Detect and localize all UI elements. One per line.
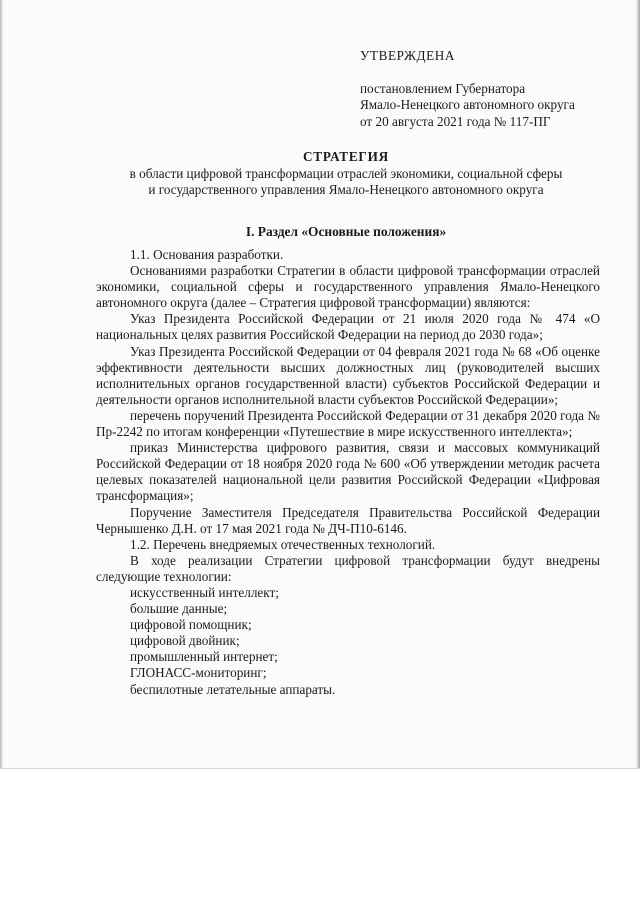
document-title: СТРАТЕГИЯ [302, 149, 389, 164]
list-item-technology: беспилотные летательные аппараты. [130, 681, 336, 697]
document-title-block [96, 149, 596, 199]
section-heading: I. Раздел «Основные положения» [245, 224, 447, 239]
document-subtitle-line-1: в области цифровой трансформации отраслей экономики, социальной сферы [129, 165, 563, 181]
approval-line-3: от 20 августа 2021 года № 117-ПГ [360, 113, 551, 129]
paragraph-decree-474: Указ Президента Российской Федерации от 21 июля 2020 года № 474 «О национальных целях развития Российской Федерации на период до 2030 года»; [96, 311, 600, 343]
paragraph-1-1: 1.1. Основания разработки. [130, 247, 284, 262]
list-item-technology: промышленный интернет; [130, 649, 278, 665]
document-body [96, 247, 600, 698]
paragraph-1-2: 1.2. Перечень внедряемых отечественных технологий. [130, 536, 436, 552]
paragraph-decree-68: Указ Президента Российской Федерации от 04 февраля 2021 года № 68 «Об оценке эффективности деятельности высших должностных лиц (руководителей высших исполнительных органов государственной власти) субъектов Российской Федерации и деятельности органов исполнительной власти субъектов Российской Федерации»; [96, 343, 600, 407]
list-item-technology: ГЛОНАСС-мониторинг; [130, 665, 267, 681]
paragraph-technologies-intro: В ходе реализации Стратегии цифровой трансформации будут внедрены следующие технологии: [96, 552, 600, 584]
approval-line-2: Ямало-Ненецкого автономного округа [360, 97, 575, 112]
list-item-technology: цифровой двойник; [130, 633, 240, 649]
approved-label: УТВЕРЖДЕНА [360, 48, 456, 63]
paragraph-instruction-chernyshenko: Поручение Заместителя Председателя Правительства Российской Федерации Чернышенко Д.Н. от 17 мая 2021 года № ДЧ-П10-6146. [96, 504, 600, 536]
paragraph-grounds: Основаниями разработки Стратегии в области цифровой трансформации отраслей экономики, социальной сферы и государственного управления Ямало-Ненецкого автономного округа (далее – Стратегия цифровой трансформации) являются: [96, 263, 600, 311]
list-item-technology: цифровой помощник; [130, 617, 252, 633]
approval-stamp-block [360, 48, 620, 130]
page-edge-shadow-left [0, 0, 3, 768]
paragraph-instructions: перечень поручений Президента Российской Федерации от 31 декабря 2020 года № Пр-2242 по итогам конференции «Путешествие в мире искусственного интеллекта»; [96, 407, 600, 440]
document-subtitle-line-2: и государственного управления Ямало-Ненецкого автономного округа [148, 182, 544, 197]
list-item-technology: искусственный интеллект; [130, 584, 279, 600]
list-item-technology: большие данные; [130, 601, 228, 617]
page-edge-shadow-right [636, 0, 640, 768]
approval-line-1: постановлением Губернатора [360, 80, 526, 96]
paragraph-order-600: приказ Министерства цифрового развития, связи и массовых коммуникаций Российской Федерации от 18 ноября 2020 года № 600 «Об утверждении методик расчета целевых показателей национальной цели развития Российской Федерации «Цифровая трансформация»; [96, 440, 600, 504]
